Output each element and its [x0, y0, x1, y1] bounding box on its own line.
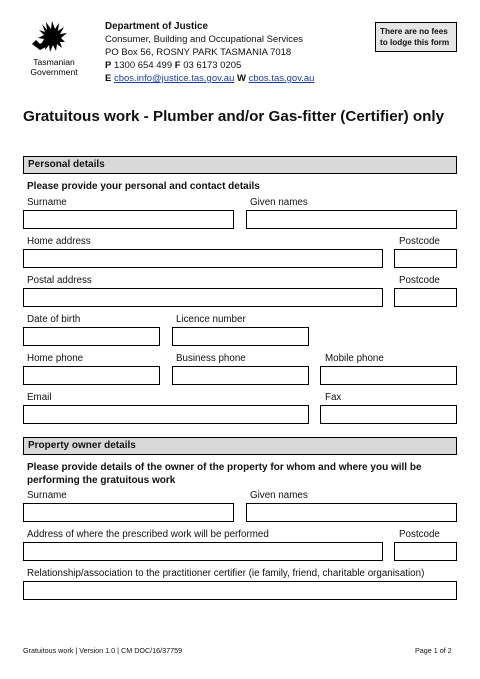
- work-address-field[interactable]: [23, 542, 383, 561]
- logo-wordmark: Tasmanian Government: [30, 57, 78, 77]
- owner-given-names-field[interactable]: [246, 503, 457, 522]
- fax-label: Fax: [325, 392, 342, 403]
- tasmanian-government-logo: [20, 20, 88, 82]
- email-web-line: E cbos.info@justice.tas.gov.au W cbos.tas.gov.au: [105, 73, 315, 84]
- relationship-field[interactable]: [23, 581, 457, 600]
- home-postcode-label: Postcode: [399, 236, 440, 247]
- footer-document-info: Gratuitous work | Version 1.0 | CM DOC/16/37759: [23, 646, 183, 655]
- owner-surname-field[interactable]: [23, 503, 234, 522]
- surname-field[interactable]: [23, 210, 234, 229]
- page-title: Gratuitous work - Plumber and/or Gas-fitter (Certifier) only: [23, 108, 445, 125]
- work-address-label: Address of where the prescribed work will be performed: [27, 529, 269, 540]
- home-postcode-field[interactable]: [394, 249, 457, 268]
- department-name: Department of Justice: [105, 21, 208, 32]
- home-phone-label: Home phone: [27, 353, 84, 364]
- fax-field[interactable]: [320, 405, 457, 424]
- email-field[interactable]: [23, 405, 309, 424]
- work-postcode-field[interactable]: [394, 542, 457, 561]
- department-contact-block: [105, 20, 314, 85]
- business-phone-label: Business phone: [176, 353, 246, 364]
- phone-fax-line: P 1300 654 499 F 03 6173 0205: [105, 60, 242, 71]
- owner-given-names-label: Given names: [250, 490, 308, 501]
- no-fees-notice: There are no fees to lodge this form: [375, 22, 457, 52]
- postal-postcode-label: Postcode: [399, 275, 440, 286]
- licence-number-field[interactable]: [172, 327, 309, 346]
- date-of-birth-field[interactable]: [23, 327, 160, 346]
- email-label: Email: [27, 392, 52, 403]
- division-name: Consumer, Building and Occupational Services: [105, 34, 304, 45]
- postal-address: PO Box 56, ROSNY PARK TASMANIA 7018: [105, 47, 292, 58]
- property-owner-instruction: Please provide details of the owner of the property for whom and where you will be performing the gratuitous work: [27, 462, 422, 486]
- business-phone-field[interactable]: [172, 366, 309, 385]
- home-address-field[interactable]: [23, 249, 383, 268]
- home-phone-field[interactable]: [23, 366, 160, 385]
- postal-address-label: Postal address: [27, 275, 92, 286]
- footer-page-number: Page 1 of 2: [415, 646, 452, 655]
- surname-label: Surname: [27, 197, 67, 208]
- home-address-label: Home address: [27, 236, 91, 247]
- mobile-phone-label: Mobile phone: [325, 353, 384, 364]
- postal-address-field[interactable]: [23, 288, 383, 307]
- mobile-phone-field[interactable]: [320, 366, 457, 385]
- email-link[interactable]: cbos.info@justice.tas.gov.au: [113, 73, 235, 84]
- owner-surname-label: Surname: [27, 490, 67, 501]
- licence-number-label: Licence number: [176, 314, 246, 325]
- date-of-birth-label: Date of birth: [27, 314, 81, 325]
- property-owner-heading: Property owner details: [23, 437, 457, 455]
- given-names-label: Given names: [250, 197, 308, 208]
- postal-postcode-field[interactable]: [394, 288, 457, 307]
- personal-instruction: Please provide your personal and contact details: [27, 181, 260, 192]
- given-names-field[interactable]: [246, 210, 457, 229]
- personal-details-heading: Personal details: [23, 156, 457, 174]
- thylacine-emblem-icon: [20, 20, 88, 58]
- work-postcode-label: Postcode: [399, 529, 440, 540]
- website-link[interactable]: cbos.tas.gov.au: [248, 73, 315, 84]
- relationship-label: Relationship/association to the practitioner certifier (ie family, friend, charitable organisation): [27, 568, 425, 579]
